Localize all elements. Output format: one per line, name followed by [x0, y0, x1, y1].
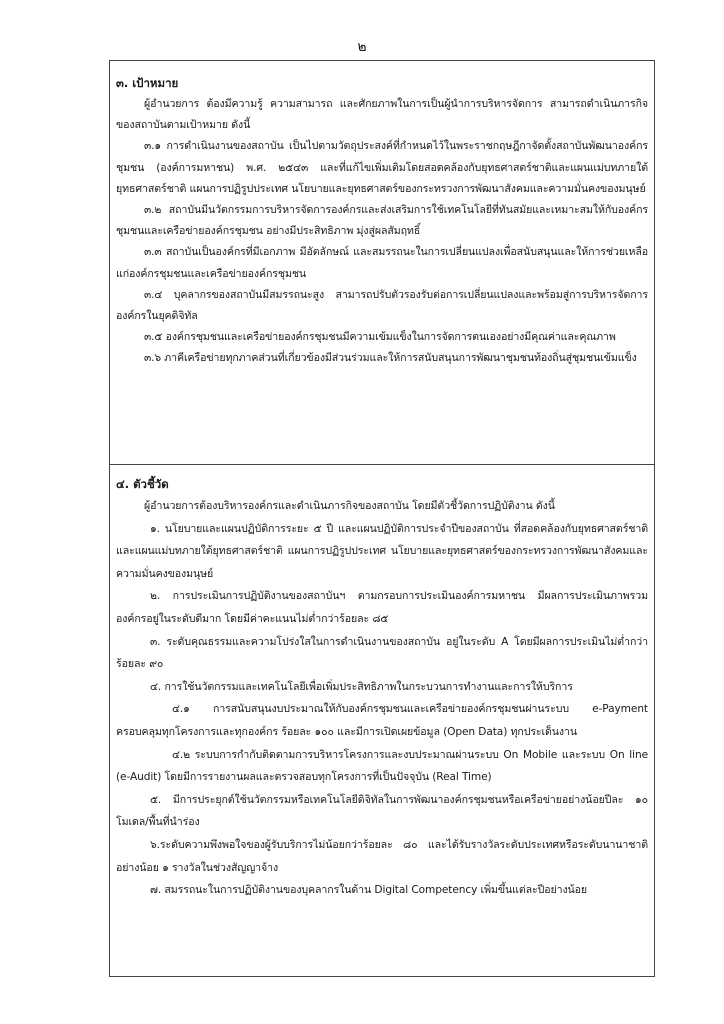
indicator-item: ๓. ระดับคุณธรรมและความโปร่งใสในการดำเนินงานของสถาบัน อยู่ในระดับ A โดยมีผลการประเมินไม่ต่ำกว่าร้อยละ ๙๐ — [116, 635, 648, 671]
content-frame — [109, 60, 655, 977]
goal-item: ๓.๑ การดำเนินงานของสถาบัน เป็นไปตามวัตถุประสงค์ที่กำหนดไว้ในพระราชกฤษฎีกาจัดตั้งสถาบันพัฒนาองค์กรชุมชน (องค์การมหาชน) พ.ศ. ๒๕๔๓ และที่แก้ไขเพิ่มเติมโดยสอดคล้องกับยุทธศาสตร์ชาติและแผนแม่บทภายใต้ยุทธศาสตร์ชาติ แผนการปฏิรูปประเทศ นโยบายและยุทธศาสตร์ของกระทรวงการพัฒนาสังคมและความมั่นคงของมนุษย์ — [116, 140, 648, 195]
section-indicators — [116, 474, 648, 902]
goal-item: ๓.๔ บุคลากรของสถาบันมีสมรรถนะสูง สามารถปรับตัวรองรับต่อการเปลี่ยนแปลงและพร้อมสู่การบริหารจัดการองค์กรในยุคดิจิทัล — [116, 288, 648, 323]
goal-item: ๓.๕ องค์กรชุมชนและเครือข่ายองค์กรชุมชนมีความเข้มแข็งในการจัดการตนเองอย่างมีคุณค่าและคุณภาพ — [144, 331, 616, 344]
indicator-subitem: ๔.๑ การสนับสนุนงบประมาณให้กับองค์กรชุมชนและเครือข่ายองค์กรชุมชนผ่านระบบ e-Payment ครอบคลุมทุกโครงการและทุกองค์กร ร้อยละ ๑๐๐ และมีการเปิดเผยข้อมูล (Open Data) ทุกประเด็นงาน — [116, 703, 648, 738]
indicator-item: ๔. การใช้นวัตกรรมและเทคโนโลยีเพื่อเพิ่มประสิทธิภาพในกระบวนการทำงานและการให้บริการ — [150, 680, 573, 693]
goal-item: ๓.๓ สถาบันเป็นองค์กรที่มีเอกภาพ มีอัตลักษณ์ และสมรรถนะในการเปลี่ยนแปลงเพื่อสนับสนุนและให้การช่วยเหลือแก่องค์กรชุมชนและเครือข่ายองค์กรชุมชน — [116, 246, 648, 280]
indicator-item: ๕. มีการประยุกต์ใช้นวัตกรรมหรือเทคโนโลยีดิจิทัลในการพัฒนาองค์กรชุมชนหรือเครือข่ายอย่างน้อยปีละ ๑๐ โมเดล/พื้นที่นำร่อง — [116, 793, 648, 829]
page-number: ๒ — [357, 39, 367, 55]
section-goals — [116, 73, 648, 370]
indicator-item: ๒. การประเมินการปฏิบัติงานของสถาบันฯ ตามกรอบการประเมินองค์การมหาชน มีผลการประเมินภาพรวมองค์กรอยู่ในระดับดีมาก โดยมีค่าคะแนนไม่ต่ำกว่าร้อยละ ๘๕ — [116, 590, 648, 625]
section-goals-heading: ๓. เป้าหมาย — [116, 76, 179, 90]
indicator-item: ๑. นโยบายและแผนปฏิบัติการระยะ ๕ ปี และแผนปฏิบัติการประจำปีของสถาบัน ที่สอดคล้องกับยุทธศาสตร์ชาติและแผนแม่บทภายใต้ยุทธศาสตร์ชาติ แผนการปฏิรูปประเทศ นโยบายและยุทธศาสตร์ของกระทรวงการพัฒนาสังคมและความมั่นคงของมนุษย์ — [116, 522, 648, 580]
indicator-item: ๗. สมรรถนะในการปฏิบัติงานของบุคลากรในด้าน Digital Competency เพิ่มขึ้นแต่ละปีอย่างน้อย — [150, 884, 588, 897]
section-indicators-heading: ๔. ตัวชี้วัด — [116, 477, 169, 491]
goal-item: ๓.๖ ภาคีเครือข่ายทุกภาคส่วนที่เกี่ยวข้องมีส่วนร่วมและให้การสนับสนุนการพัฒนาชุมชนท้องถิ่นสู่ชุมชนเข้มแข็ง — [144, 352, 637, 365]
section-divider — [110, 464, 654, 465]
indicator-item: ๖.ระดับความพึงพอใจของผู้รับบริการไม่น้อยกว่าร้อยละ ๘๐ และได้รับรางวัลระดับประเทศหรือระดับนานาชาติอย่างน้อย ๑ รางวัลในช่วงสัญญาจ้าง — [116, 838, 648, 874]
section-goals-intro: ผู้อำนวยการ ต้องมีความรู้ ความสามารถ และศักยภาพในการเป็นผู้นำการบริหารจัดการ สามารถดำเนินภารกิจของสถาบันตามเป้าหมาย ดังนี้ — [116, 98, 648, 132]
indicator-subitem: ๔.๒ ระบบการกำกับติดตามการบริหารโครงการและงบประมาณผ่านระบบ On Mobile และระบบ On line (e-Audit) โดยมีการรายงานผลและตรวจสอบทุกโครงการที่เป็นปัจจุบัน (Real Time) — [116, 748, 648, 784]
goal-item: ๓.๒ สถาบันมีนวัตกรรมการบริหารจัดการองค์กรและส่งเสริมการใช้เทคโนโลยีที่ทันสมัยและเหมาะสมให้กับองค์กรชุมชนและเครือข่ายองค์กรชุมชน อย่างมีประสิทธิภาพ มุ่งสู่ผลสัมฤทธิ์ — [116, 204, 648, 238]
section-indicators-intro: ผู้อำนวยการต้องบริหารองค์กรและดำเนินภารกิจของสถาบัน โดยมีตัวชี้วัดการปฏิบัติงาน ดังนี้ — [144, 500, 555, 512]
